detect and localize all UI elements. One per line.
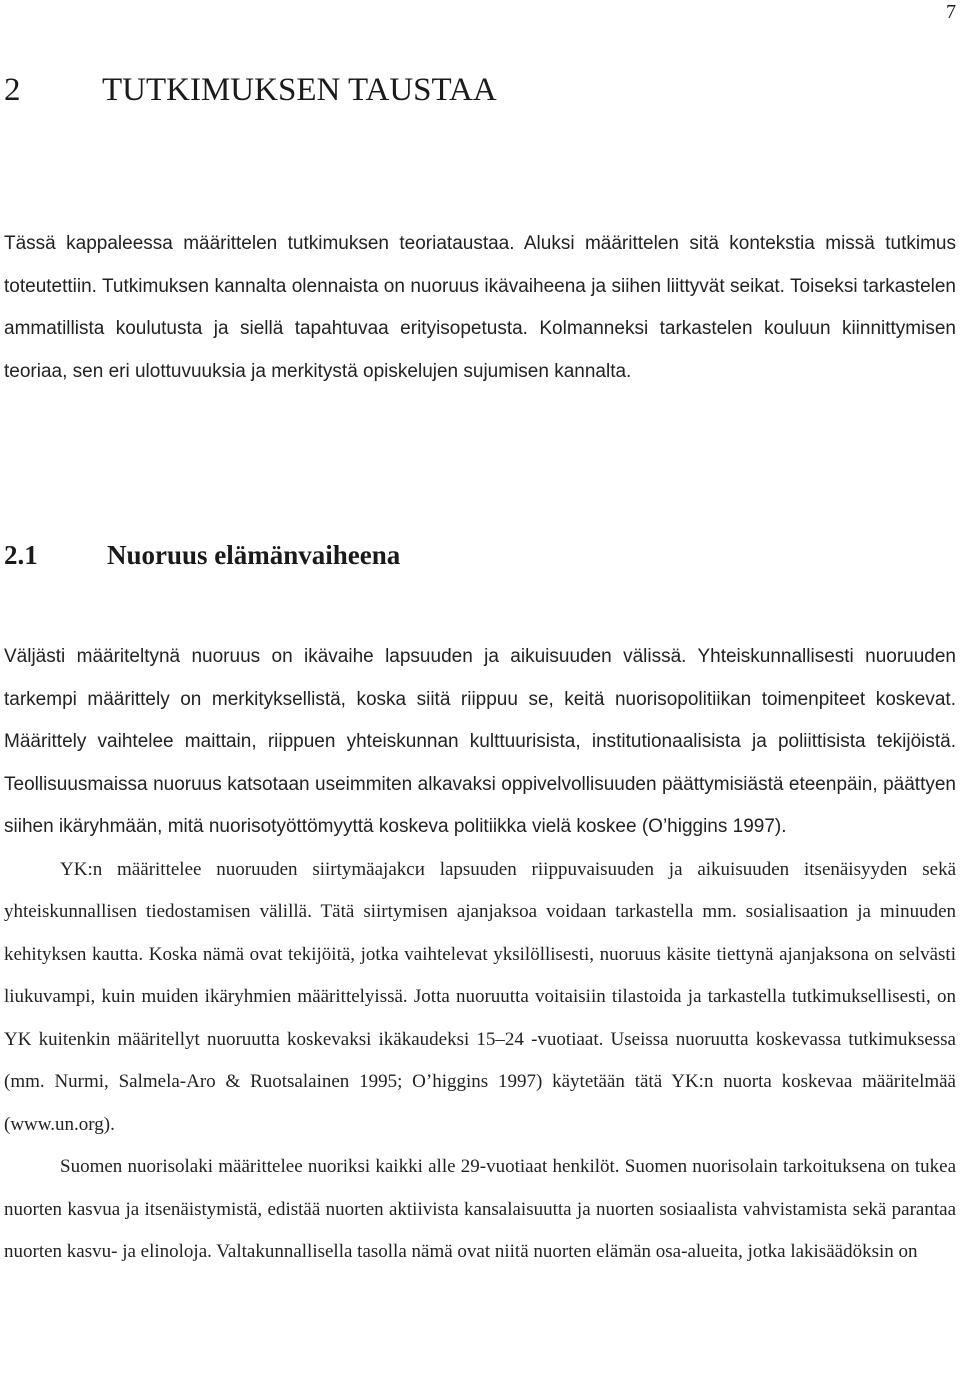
section-number: 2.1 <box>4 540 38 570</box>
body-paragraph-3: Suomen nuorisolaki määrittelee nuoriksi kaikki alle 29-vuotiaat henkilöt. Suomen nuorisolain tarkoituksena on tukea nuorten kasvua ja itsenäistymistä, edistää nuorten aktiivista kansalaisuutta ja nuorten sosiaalista vahvistamista sekä parantaa nuorten kasvu- ja elinoloja. Valtakunnallisella tasolla nämä ovat niitä nuorten elämän osa-alueita, jotka lakisäädöksin on <box>4 1156 956 1262</box>
body-paragraph-2: YK:n määrittelee nuoruuden siirtymäajakси lapsuuden riippuvaisuuden ja aikuisuuden itsenäisyyden sekä yhteiskunnallisen tiedostamisen välillä. Tätä siirtymisen ajanjaksoa voidaan tarkastella mm. sosialisaation ja minuuden kehityksen kautta. Koska nämä ovat tekijöitä, jotka vaihtelevat yksilöllisesti, nuoruus käsite tiettynä ajanjaksona on selvästi liukuvampi, kuin muiden ikäryhmien määrittelyissä. Jotta nuoruutta voitaisiin tilastoida ja tarkastella tutkimuksellisesti, on YK kuitenkin määritellyt nuoruutta koskevaksi ikäkaudeksi 15–24 -vuotiaat. Useissa nuoruutta koskevassa tutkimuksessa (mm. Nurmi, Salmela-Aro & Ruotsalainen 1995; O’higgins 1997) käytetään tätä YK:n nuorta koskevaa määritelmää (www.un.org). <box>4 858 956 1135</box>
section-body <box>4 636 956 1274</box>
section-heading <box>4 535 400 575</box>
section-title: Nuoruus elämänvaiheena <box>107 540 401 570</box>
chapter-number: 2 <box>4 72 21 108</box>
intro-paragraph: Tässä kappaleessa määrittelen tutkimuksen teoriataustaa. Aluksi määrittelen sitä kontekstia missä tutkimus toteutettiin. Tutkimuksen kannalta olennaista on nuoruus ikävaiheena ja siihen liittyvät seikat. Toiseksi tarkastelen ammatillista koulutusta ja siellä tapahtuvaa erityisopetusta. Kolmanneksi tarkastelen kouluun kiinnittymisen teoriaa, sen eri ulottuvuuksia ja merkitystä opiskelujen sujumisen kannalta. <box>4 233 956 382</box>
body-paragraph-1: Väljästi määriteltynä nuoruus on ikävaihe lapsuuden ja aikuisuuden välissä. Yhteiskunnallisesti nuoruuden tarkempi määrittely on merkityksellistä, koska siitä riippuu se, keitä nuorisopolitiikan toimenpiteet koskevat. Määrittely vaihtelee maittain, riippuen yhteiskunnan kulttuurisista, institutionaalisista ja poliittisista tekijöistä. Teollisuusmaissa nuoruus katsotaan useimmiten alkavaksi oppivelvollisuuden päättymisiästä eteenpäin, päättyen siihen ikäryhmään, mitä nuorisotyöttömyyttä koskeva politiikka vielä koskee (O’higgins 1997). <box>4 646 956 837</box>
chapter-title: TUTKIMUKSEN TAUSTAA <box>102 72 497 108</box>
page-number: 7 <box>946 1 956 23</box>
chapter-heading <box>4 70 497 110</box>
